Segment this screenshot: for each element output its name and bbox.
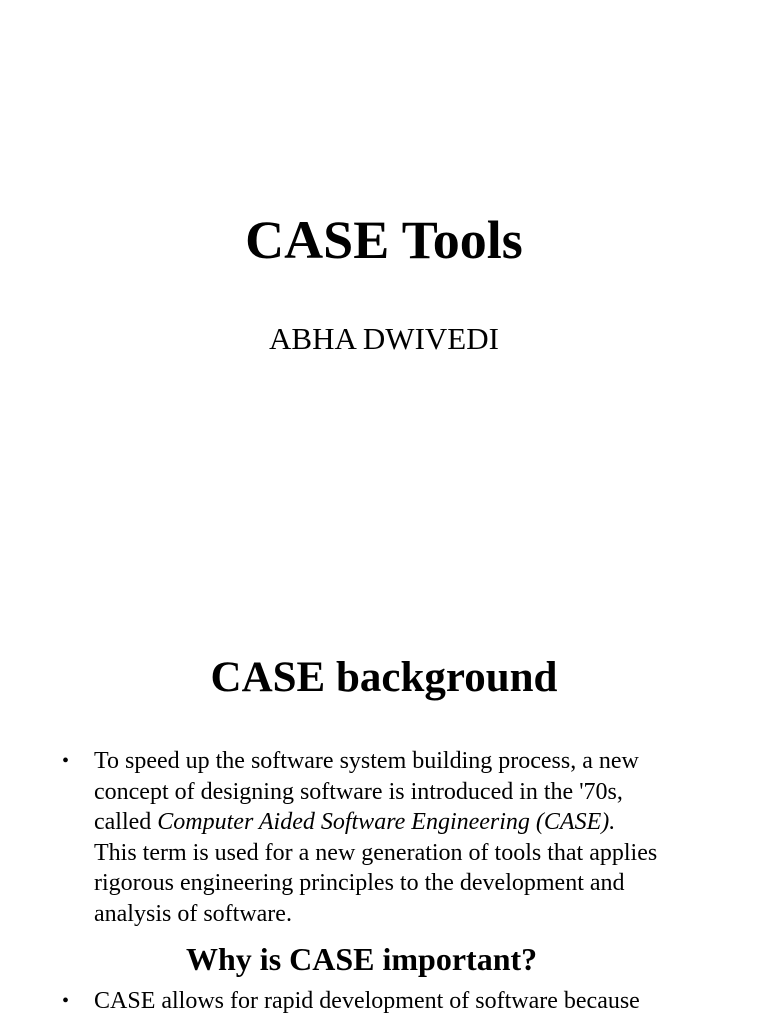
- section-heading: CASE background: [210, 654, 558, 701]
- bullet-line: analysis of software.: [94, 900, 292, 927]
- bullet-text: [94, 746, 742, 930]
- subheading: Why is CASE important?: [186, 941, 538, 977]
- bullet-line: To speed up the software system building process, a new: [94, 748, 639, 774]
- bullet-line: [94, 807, 742, 838]
- slide-title: CASE Tools: [245, 210, 523, 270]
- case-definition: Computer Aided Software Engineering (CASE).: [157, 809, 616, 836]
- content-slide: [0, 600, 768, 1024]
- bullet-line: rigorous engineering principles to the development and: [94, 870, 625, 897]
- bullet-line-prefix: called: [94, 809, 158, 836]
- author-name: ABHA DWIVEDI: [269, 321, 499, 356]
- bullet-icon: •: [62, 750, 70, 772]
- bullet-item: [62, 986, 742, 1017]
- bullet-icon: •: [62, 990, 70, 1012]
- bullet-line: CASE allows for rapid development of software because: [94, 988, 640, 1014]
- bullet-line: This term is used for a new generation of tools that applies: [94, 839, 658, 866]
- bullet-line: concept of designing software is introduced in the '70s,: [94, 778, 623, 805]
- bullet-item: [62, 746, 742, 930]
- bullet-text: [94, 986, 742, 1017]
